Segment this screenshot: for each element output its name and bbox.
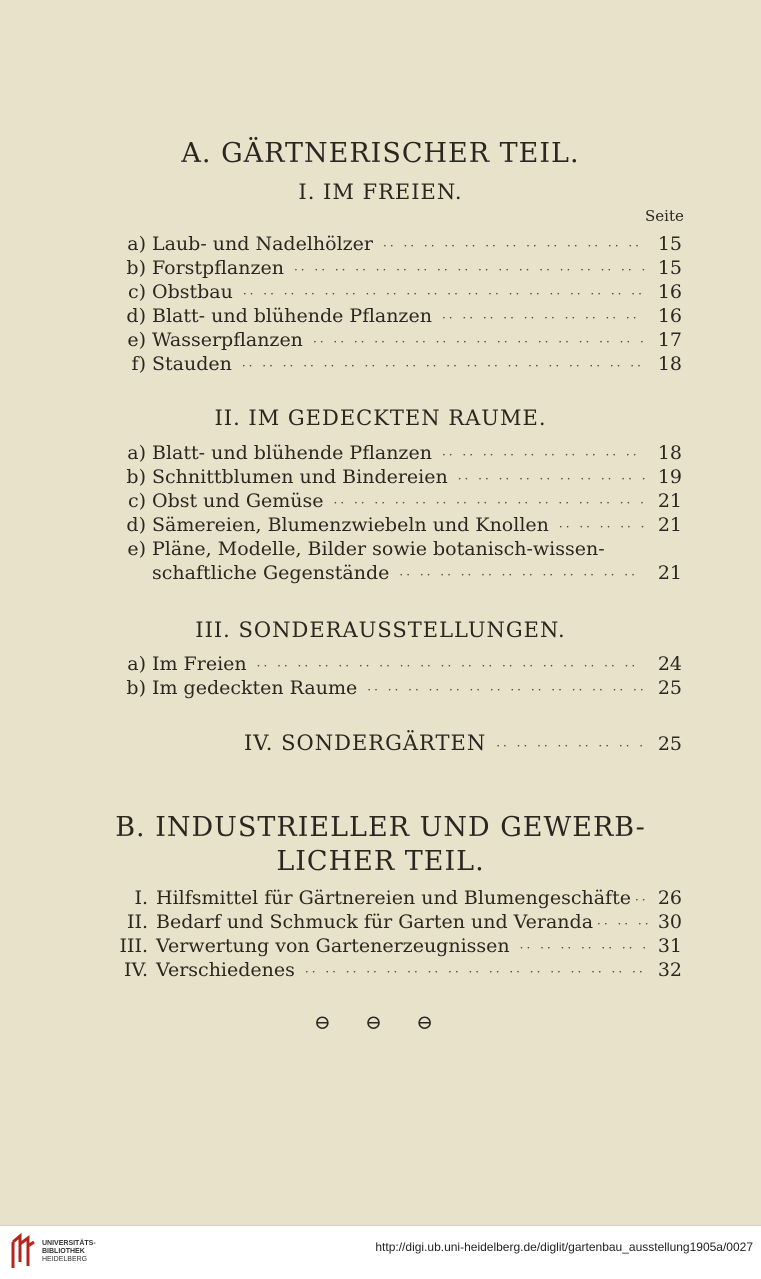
ornament: ⊖ ⊖ ⊖ (314, 1010, 447, 1034)
toc-entry[interactable]: c) Obstbau ·· ·· 16 (112, 280, 682, 304)
part-a-title: A. GÄRTNERISCHER TEIL. (181, 138, 580, 169)
toc-entry[interactable]: e) Wasserpflanzen ·· ·· 17 (112, 328, 682, 352)
library-logo-text: UNIVERSITÄTS- BIBLIOTHEK HEIDELBERG (42, 1240, 96, 1263)
toc-entry[interactable]: III. Verwertung von Gartenerzeugnissen ·· ·· 31 (98, 934, 682, 958)
section-2-heading: II. IM GEDECKTEN RAUME. (214, 406, 547, 430)
toc-entry[interactable]: f) Stauden ·· ·· 18 (112, 352, 682, 376)
toc-entry[interactable]: b) Forstpflanzen ·· ·· 15 (112, 256, 682, 280)
seite-label: Seite (645, 207, 684, 225)
toc-entry[interactable]: b) Schnittblumen und Bindereien ·· ·· 19 (112, 465, 682, 489)
toc-entry[interactable]: b) Im gedeckten Raume ·· ·· 25 (112, 676, 682, 700)
toc-entry-sondergaerten[interactable]: IV. SONDERGÄRTEN ·· ·· 25 (244, 731, 682, 755)
toc-entry[interactable]: e) Pläne, Modelle, Bilder sowie botanisch-wissen- (127, 538, 605, 560)
section-3-heading: III. SONDERAUSSTELLUNGEN. (195, 618, 566, 642)
toc-entry[interactable]: II. Bedarf und Schmuck für Garten und Veranda ·· ·· 30 (98, 910, 682, 934)
section-1-heading: I. IM FREIEN. (298, 180, 463, 204)
toc-entry[interactable]: d) Blatt- und blühende Pflanzen ·· ·· 16 (112, 304, 682, 328)
toc-entry[interactable]: a) Im Freien ·· ·· 24 (112, 652, 682, 676)
toc-entry[interactable]: d) Sämereien, Blumenzwiebeln und Knollen ·· ·· 21 (112, 513, 682, 537)
toc-entry[interactable]: a) Laub- und Nadelhölzer ·· ·· 15 (112, 232, 682, 256)
toc-entry[interactable]: IV. Verschiedenes ·· ·· 32 (98, 958, 682, 982)
toc-entry[interactable]: I. Hilfsmittel für Gärtnereien und Blumengeschäfte ·· ·· 26 (98, 886, 682, 910)
part-b-title-line2: LICHER TEIL. (276, 846, 485, 877)
toc-entry[interactable]: c) Obst und Gemüse ·· ·· 21 (112, 489, 682, 513)
part-b-title-line1: B. INDUSTRIELLER UND GEWERB- (115, 812, 646, 843)
toc-entry[interactable]: a) Blatt- und blühende Pflanzen ·· ·· 18 (112, 441, 682, 465)
university-logo-icon (10, 1232, 36, 1272)
toc-entry-continuation[interactable]: schaftliche Gegenstände ·· ·· 21 (152, 561, 682, 585)
source-url[interactable]: http://digi.ub.uni-heidelberg.de/diglit/gartenbau_ausstellung1905a/0027 (375, 1240, 753, 1254)
footer-bar (0, 1225, 761, 1279)
